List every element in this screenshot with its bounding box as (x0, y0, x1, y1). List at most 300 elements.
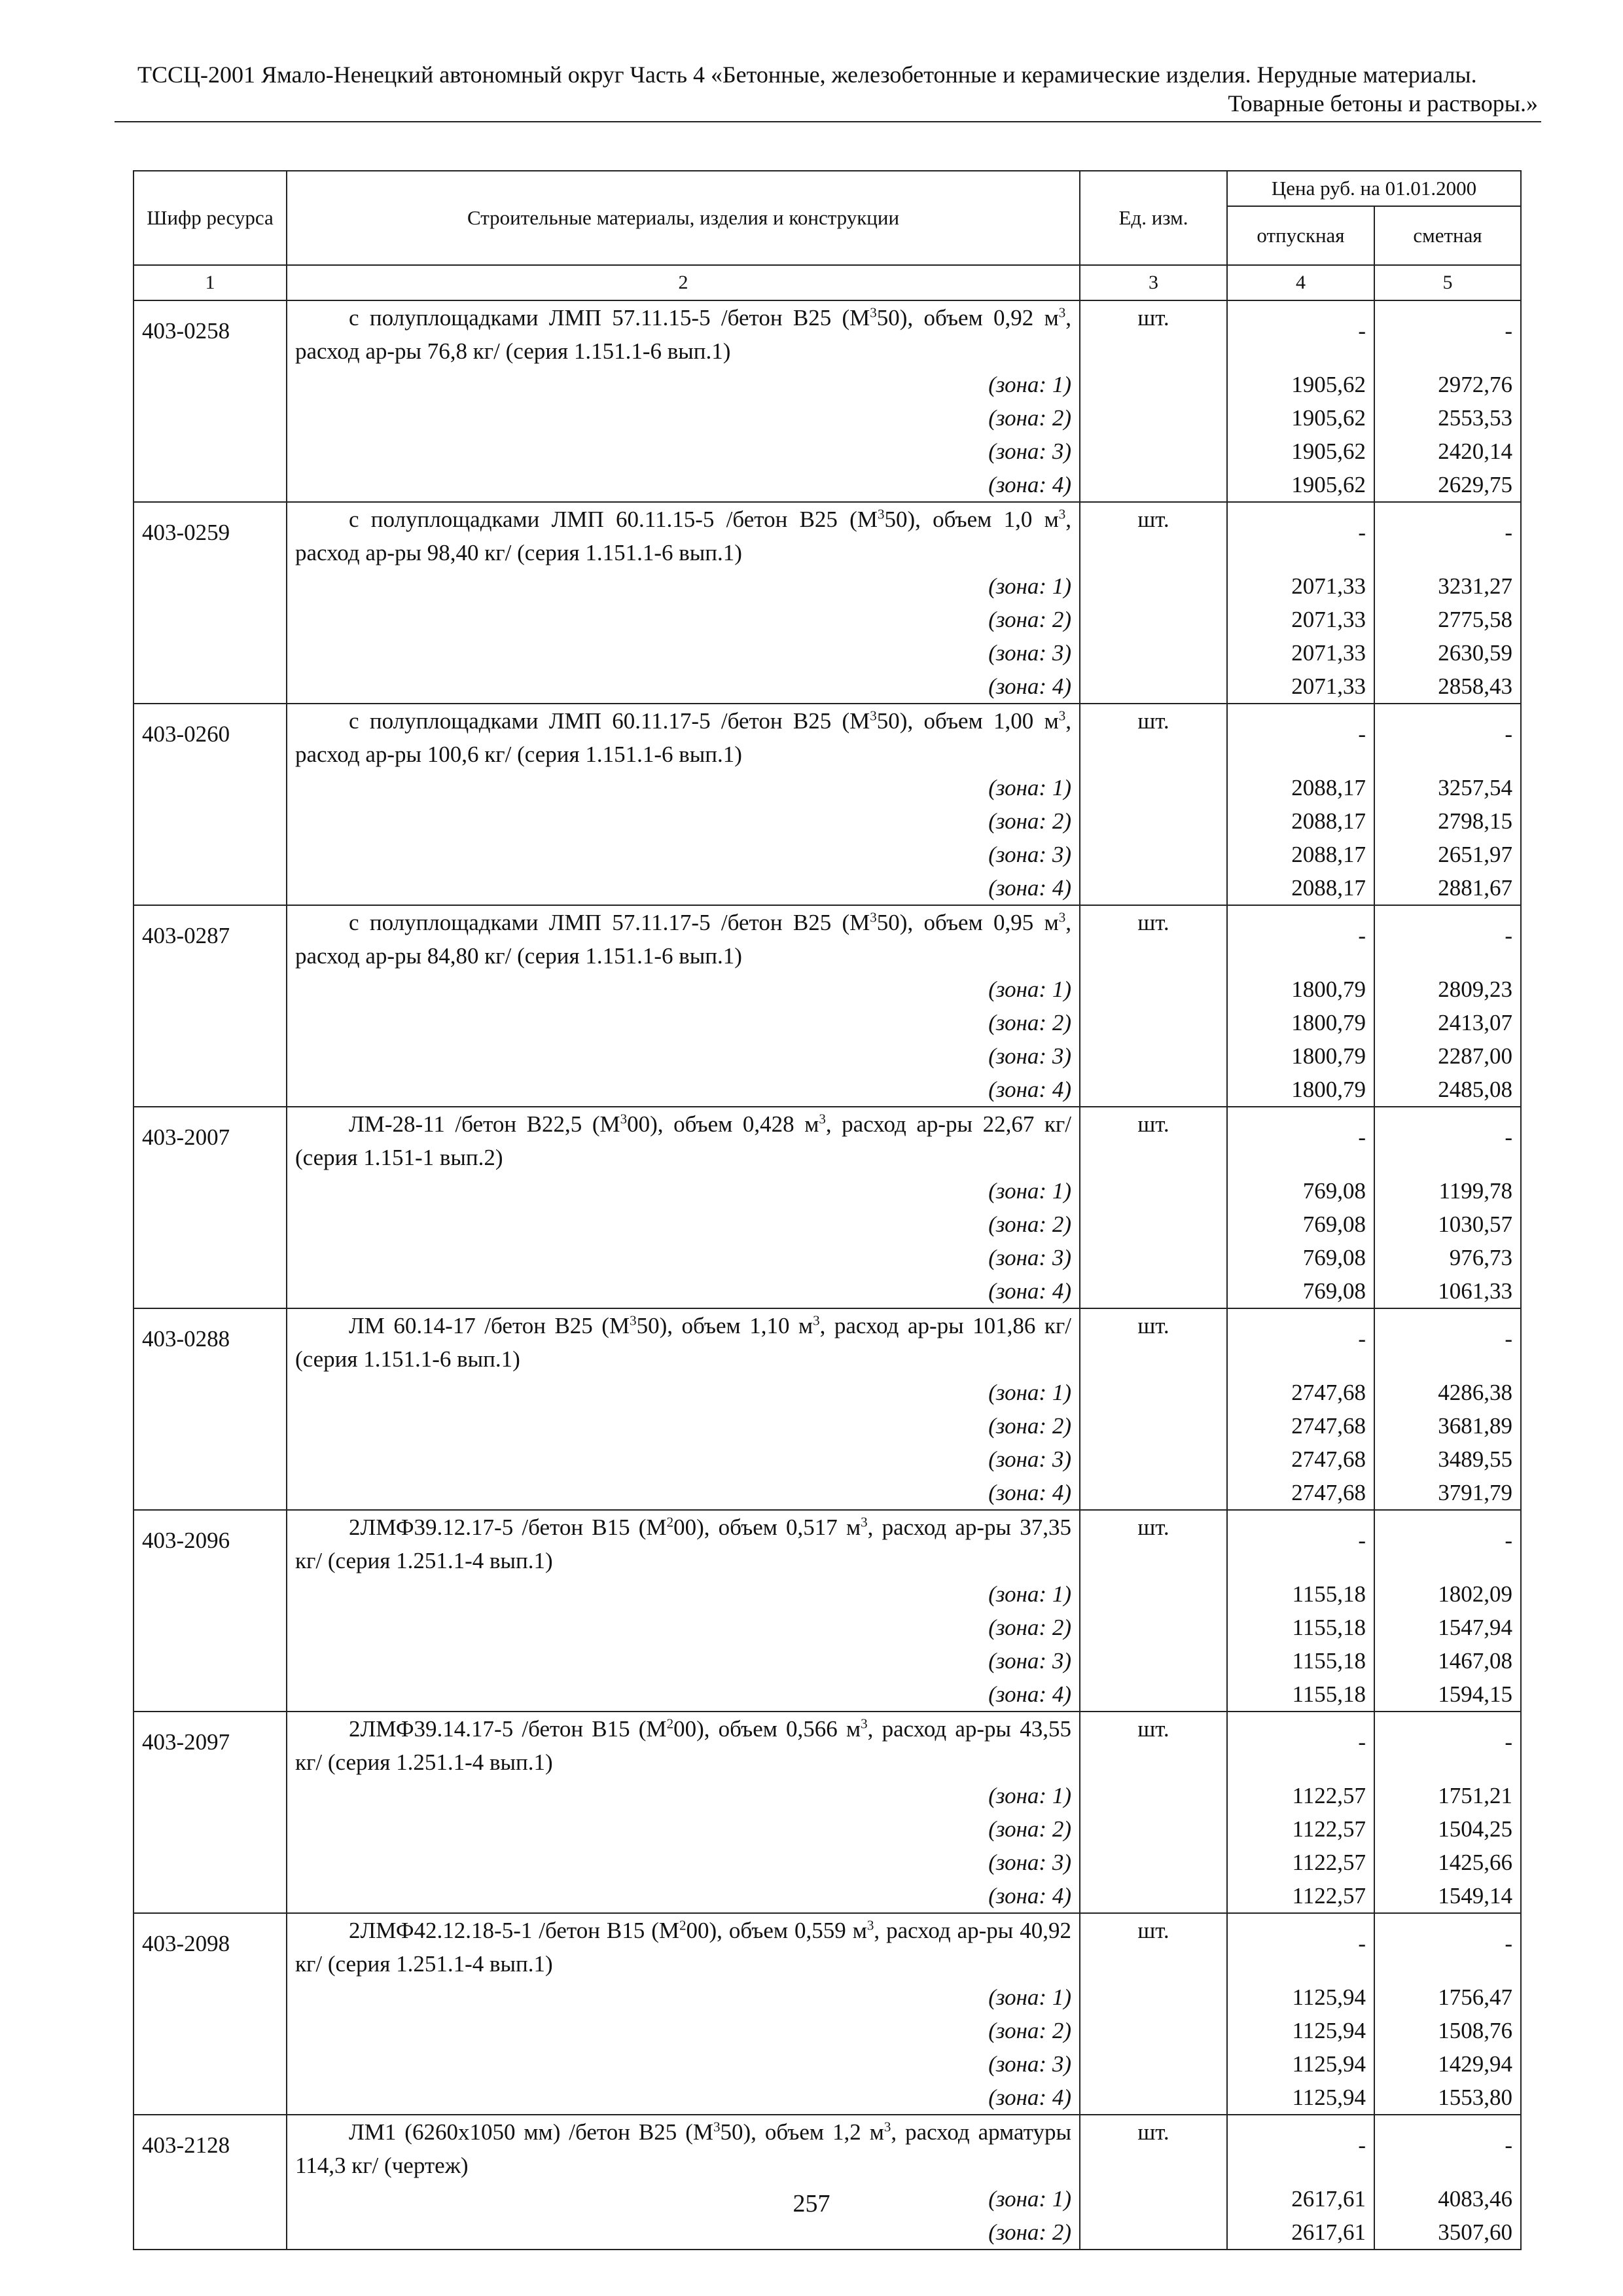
empty-cell (1080, 1677, 1227, 1712)
zone-label: (зона: 2) (287, 2215, 1080, 2250)
empty-cell (1080, 1443, 1227, 1476)
zone-label: (зона: 3) (287, 1241, 1080, 1274)
empty-cell (1080, 871, 1227, 905)
estimate-price: - (1374, 502, 1521, 569)
zone-label: (зона: 1) (287, 368, 1080, 401)
empty-cell (134, 1174, 287, 1208)
release-price: - (1227, 1308, 1374, 1376)
zone-row (134, 1779, 1521, 1812)
empty-cell (134, 368, 287, 401)
resource-code: 403-2007 (134, 1107, 287, 1174)
zone-estimate-price: 4286,38 (1374, 1376, 1521, 1409)
resource-code: 403-2097 (134, 1712, 287, 1779)
empty-cell (1080, 1577, 1227, 1611)
price-table (133, 170, 1522, 2250)
empty-cell (134, 569, 287, 603)
zone-label: (зона: 3) (287, 435, 1080, 468)
estimate-price: - (1374, 1510, 1521, 1577)
zone-estimate-price: 1751,21 (1374, 1779, 1521, 1812)
zone-estimate-price: 2420,14 (1374, 435, 1521, 468)
zone-estimate-price: 3681,89 (1374, 1409, 1521, 1443)
zone-estimate-price: 2881,67 (1374, 871, 1521, 905)
zone-estimate-price: 1061,33 (1374, 1274, 1521, 1308)
zone-row (134, 2081, 1521, 2115)
header-line-2: Товарные бетоны и растворы.» (1228, 90, 1538, 117)
zone-estimate-price: 2630,59 (1374, 636, 1521, 670)
empty-cell (1080, 973, 1227, 1006)
empty-cell (1080, 1006, 1227, 1039)
table-row (134, 905, 1521, 973)
zone-label: (зона: 1) (287, 1174, 1080, 1208)
empty-cell (1080, 401, 1227, 435)
table-row (134, 502, 1521, 569)
unit-cell: шт. (1080, 300, 1227, 368)
zone-estimate-price: 2775,58 (1374, 603, 1521, 636)
zone-estimate-price: 1467,08 (1374, 1644, 1521, 1677)
col-number: 3 (1080, 265, 1227, 300)
zone-label: (зона: 4) (287, 468, 1080, 502)
zone-label: (зона: 2) (287, 1208, 1080, 1241)
zone-row (134, 1274, 1521, 1308)
zone-row (134, 435, 1521, 468)
zone-release-price: 1155,18 (1227, 1644, 1374, 1677)
zone-row (134, 838, 1521, 871)
empty-cell (134, 1443, 287, 1476)
zone-release-price: 2071,33 (1227, 603, 1374, 636)
material-name (287, 1913, 1080, 1981)
zone-estimate-price: 2651,97 (1374, 838, 1521, 871)
zone-label: (зона: 1) (287, 1779, 1080, 1812)
estimate-price: - (1374, 1712, 1521, 1779)
col-estimate-header: сметная (1374, 206, 1521, 265)
empty-cell (1080, 569, 1227, 603)
col-price-header: Цена руб. на 01.01.2000 (1227, 171, 1521, 206)
zone-row (134, 1443, 1521, 1476)
zone-estimate-price: 1508,76 (1374, 2014, 1521, 2047)
zone-release-price: 1122,57 (1227, 1879, 1374, 1913)
zone-estimate-price: 4083,46 (1374, 2182, 1521, 2215)
zone-release-price: 2071,33 (1227, 569, 1374, 603)
empty-cell (134, 871, 287, 905)
empty-cell (1080, 1846, 1227, 1879)
zone-release-price: 1122,57 (1227, 1812, 1374, 1846)
material-name (287, 1308, 1080, 1376)
empty-cell (1080, 1039, 1227, 1073)
zone-release-price: 2617,61 (1227, 2182, 1374, 2215)
unit-cell: шт. (1080, 704, 1227, 771)
resource-code: 403-0287 (134, 905, 287, 973)
estimate-price: - (1374, 905, 1521, 973)
estimate-price: - (1374, 300, 1521, 368)
zone-label: (зона: 2) (287, 401, 1080, 435)
empty-cell (1080, 1208, 1227, 1241)
table-row (134, 1308, 1521, 1376)
zone-release-price: 1125,94 (1227, 2047, 1374, 2081)
zone-row (134, 771, 1521, 804)
zone-estimate-price: 1199,78 (1374, 1174, 1521, 1208)
zone-estimate-price: 1594,15 (1374, 1677, 1521, 1712)
empty-cell (1080, 435, 1227, 468)
empty-cell (1080, 2081, 1227, 2115)
col-unit-header: Ед. изм. (1080, 171, 1227, 265)
unit-cell: шт. (1080, 1913, 1227, 1981)
zone-estimate-price: 1549,14 (1374, 1879, 1521, 1913)
zone-release-price: 2088,17 (1227, 871, 1374, 905)
material-name-text: ЛМ1 (6260х1050 мм) /бетон В25 $(М^350)$, объем 1,2 $м^3$, расход арматуры 114,3 кг/ (чертеж) (295, 2119, 1071, 2178)
empty-cell (134, 2014, 287, 2047)
zone-row (134, 1376, 1521, 1409)
zone-estimate-price: 2485,08 (1374, 1073, 1521, 1107)
empty-cell (1080, 1409, 1227, 1443)
zone-row (134, 1577, 1521, 1611)
zone-row (134, 2215, 1521, 2250)
empty-cell (134, 1677, 287, 1712)
zone-estimate-price: 1547,94 (1374, 1611, 1521, 1644)
zone-label: (зона: 3) (287, 838, 1080, 871)
zone-release-price: 1125,94 (1227, 2014, 1374, 2047)
empty-cell (1080, 2014, 1227, 2047)
table-row (134, 2115, 1521, 2182)
release-price: - (1227, 1107, 1374, 1174)
resource-code: 403-0288 (134, 1308, 287, 1376)
zone-release-price: 1155,18 (1227, 1577, 1374, 1611)
resource-code: 403-0259 (134, 502, 287, 569)
empty-cell (134, 1208, 287, 1241)
zone-release-price: 1125,94 (1227, 1981, 1374, 2014)
zone-estimate-price: 2858,43 (1374, 670, 1521, 704)
zone-label: (зона: 1) (287, 1376, 1080, 1409)
resource-code: 403-2096 (134, 1510, 287, 1577)
zone-label: (зона: 4) (287, 1476, 1080, 1510)
resource-code: 403-0260 (134, 704, 287, 771)
zone-release-price: 769,08 (1227, 1241, 1374, 1274)
material-name-text: с полуплощадками ЛМП 60.11.17-5 /бетон В25 $(М^350)$, объем 1,00 $м^3$, расход ар-ры 100,6 кг/ (серия 1.151.1-6 вып.1) (295, 708, 1071, 767)
empty-cell (134, 435, 287, 468)
col-number: 2 (287, 265, 1080, 300)
zone-estimate-price: 1030,57 (1374, 1208, 1521, 1241)
zone-release-price: 769,08 (1227, 1274, 1374, 1308)
zone-label: (зона: 4) (287, 1879, 1080, 1913)
zone-release-price: 1905,62 (1227, 468, 1374, 502)
zone-release-price: 1155,18 (1227, 1677, 1374, 1712)
zone-label: (зона: 2) (287, 1812, 1080, 1846)
empty-cell (1080, 1476, 1227, 1510)
zone-row (134, 1241, 1521, 1274)
zone-label: (зона: 3) (287, 636, 1080, 670)
table-body (134, 300, 1521, 2250)
zone-release-price: 2747,68 (1227, 1476, 1374, 1510)
empty-cell (1080, 1241, 1227, 1274)
empty-cell (134, 2215, 287, 2250)
resource-code: 403-0258 (134, 300, 287, 368)
material-name-text: 2ЛМФ42.12.18-5-1 /бетон В15 $(М^200)$, объем 0,559 $м^3$, расход ар-ры 40,92 кг/ (серия 1.251.1-4 вып.1) (295, 1917, 1071, 1977)
empty-cell (1080, 368, 1227, 401)
zone-row (134, 1006, 1521, 1039)
empty-cell (1080, 1779, 1227, 1812)
page-header (115, 60, 1538, 118)
resource-code: 403-2128 (134, 2115, 287, 2182)
zone-release-price: 1125,94 (1227, 2081, 1374, 2115)
material-name (287, 502, 1080, 569)
material-name (287, 1107, 1080, 1174)
zone-label: (зона: 3) (287, 2047, 1080, 2081)
zone-release-price: 2088,17 (1227, 838, 1374, 871)
material-name (287, 905, 1080, 973)
empty-cell (134, 2081, 287, 2115)
estimate-price: - (1374, 1308, 1521, 1376)
zone-estimate-price: 2972,76 (1374, 368, 1521, 401)
zone-row (134, 1476, 1521, 1510)
empty-cell (134, 1577, 287, 1611)
zone-label: (зона: 2) (287, 804, 1080, 838)
zone-label: (зона: 2) (287, 2014, 1080, 2047)
zone-row (134, 1846, 1521, 1879)
empty-cell (1080, 771, 1227, 804)
zone-release-price: 1905,62 (1227, 401, 1374, 435)
empty-cell (1080, 1376, 1227, 1409)
estimate-price: - (1374, 1913, 1521, 1981)
zone-label: (зона: 3) (287, 1039, 1080, 1073)
zone-release-price: 1122,57 (1227, 1846, 1374, 1879)
release-price: - (1227, 1510, 1374, 1577)
zone-label: (зона: 1) (287, 569, 1080, 603)
empty-cell (134, 1812, 287, 1846)
zone-label: (зона: 4) (287, 2081, 1080, 2115)
unit-cell: шт. (1080, 502, 1227, 569)
zone-release-price: 2617,61 (1227, 2215, 1374, 2250)
zone-row (134, 1174, 1521, 1208)
zone-estimate-price: 3257,54 (1374, 771, 1521, 804)
header-line-1: ТССЦ-2001 Ямало-Ненецкий автономный округ Часть 4 «Бетонные, железобетонные и керамические изделия. Нерудные материалы. (137, 62, 1477, 88)
unit-cell: шт. (1080, 1712, 1227, 1779)
col-release-header: отпускная (1227, 206, 1374, 265)
table-row (134, 1510, 1521, 1577)
table-row (134, 1913, 1521, 1981)
unit-cell: шт. (1080, 1107, 1227, 1174)
material-name-text: ЛМ 60.14-17 /бетон В25 $(М^350)$, объем 1,10 $м^3$, расход ар-ры 101,86 кг/ (серия 1.151.1-6 вып.1) (295, 1312, 1071, 1372)
zone-estimate-price: 1429,94 (1374, 2047, 1521, 2081)
zone-row (134, 603, 1521, 636)
table-row (134, 704, 1521, 771)
empty-cell (1080, 1644, 1227, 1677)
empty-cell (134, 468, 287, 502)
material-name (287, 1510, 1080, 1577)
empty-cell (134, 603, 287, 636)
zone-row (134, 1879, 1521, 1913)
zone-row (134, 871, 1521, 905)
zone-release-price: 1905,62 (1227, 368, 1374, 401)
empty-cell (1080, 838, 1227, 871)
release-price: - (1227, 300, 1374, 368)
empty-cell (134, 1476, 287, 1510)
unit-cell: шт. (1080, 1510, 1227, 1577)
zone-release-price: 1800,79 (1227, 1073, 1374, 1107)
empty-cell (1080, 2047, 1227, 2081)
zone-label: (зона: 1) (287, 973, 1080, 1006)
zone-row (134, 1073, 1521, 1107)
zone-label: (зона: 1) (287, 771, 1080, 804)
zone-row (134, 804, 1521, 838)
release-price: - (1227, 1712, 1374, 1779)
zone-release-price: 1800,79 (1227, 1006, 1374, 1039)
empty-cell (134, 1779, 287, 1812)
zone-label: (зона: 4) (287, 1677, 1080, 1712)
empty-cell (1080, 1073, 1227, 1107)
empty-cell (134, 1611, 287, 1644)
zone-release-price: 1800,79 (1227, 973, 1374, 1006)
zone-row (134, 636, 1521, 670)
zone-label: (зона: 4) (287, 670, 1080, 704)
zone-label: (зона: 4) (287, 1073, 1080, 1107)
empty-cell (134, 1981, 287, 2014)
zone-row (134, 1677, 1521, 1712)
zone-row (134, 368, 1521, 401)
estimate-price: - (1374, 2115, 1521, 2182)
zone-label: (зона: 3) (287, 1644, 1080, 1677)
empty-cell (1080, 1879, 1227, 1913)
zone-label: (зона: 4) (287, 871, 1080, 905)
zone-row (134, 401, 1521, 435)
empty-cell (134, 1039, 287, 1073)
zone-row (134, 468, 1521, 502)
zone-estimate-price: 976,73 (1374, 1241, 1521, 1274)
zone-estimate-price: 2413,07 (1374, 1006, 1521, 1039)
empty-cell (134, 401, 287, 435)
zone-row (134, 973, 1521, 1006)
empty-cell (1080, 636, 1227, 670)
zone-release-price: 2747,68 (1227, 1409, 1374, 1443)
zone-label: (зона: 2) (287, 1611, 1080, 1644)
zone-row (134, 1644, 1521, 1677)
material-name (287, 704, 1080, 771)
zone-label: (зона: 3) (287, 1443, 1080, 1476)
resource-code: 403-2098 (134, 1913, 287, 1981)
zone-row (134, 2047, 1521, 2081)
empty-cell (134, 1376, 287, 1409)
zone-row (134, 2014, 1521, 2047)
material-name-text: 2ЛМФ39.14.17-5 /бетон В15 $(М^200)$, объем 0,566 $м^3$, расход ар-ры 43,55 кг/ (серия 1.251.1-4 вып.1) (295, 1715, 1071, 1775)
empty-cell (134, 1846, 287, 1879)
empty-cell (134, 1879, 287, 1913)
zone-release-price: 2747,68 (1227, 1443, 1374, 1476)
unit-cell: шт. (1080, 1308, 1227, 1376)
material-name-text: с полуплощадками ЛМП 57.11.15-5 /бетон В25 $(М^350)$, объем 0,92 $м^3$, расход ар-ры 76,8 кг/ (серия 1.151.1-6 вып.1) (295, 304, 1071, 364)
empty-cell (1080, 1812, 1227, 1846)
zone-release-price: 1905,62 (1227, 435, 1374, 468)
empty-cell (134, 1409, 287, 1443)
zone-release-price: 2088,17 (1227, 804, 1374, 838)
release-price: - (1227, 1913, 1374, 1981)
zone-label: (зона: 3) (287, 1846, 1080, 1879)
empty-cell (134, 2047, 287, 2081)
empty-cell (1080, 468, 1227, 502)
zone-row (134, 569, 1521, 603)
material-name-text: с полуплощадками ЛМП 60.11.15-5 /бетон В25 $(М^350)$, объем 1,0 $м^3$, расход ар-ры 98,40 кг/ (серия 1.151.1-6 вып.1) (295, 506, 1071, 565)
col-name-header: Строительные материалы, изделия и конструкции (287, 171, 1080, 265)
release-price: - (1227, 905, 1374, 973)
col-number: 1 (134, 265, 287, 300)
empty-cell (134, 771, 287, 804)
zone-row (134, 1208, 1521, 1241)
zone-estimate-price: 3489,55 (1374, 1443, 1521, 1476)
empty-cell (134, 1006, 287, 1039)
zone-row (134, 1409, 1521, 1443)
zone-release-price: 2747,68 (1227, 1376, 1374, 1409)
zone-estimate-price: 3791,79 (1374, 1476, 1521, 1510)
empty-cell (134, 1644, 287, 1677)
material-name (287, 300, 1080, 368)
zone-row (134, 1812, 1521, 1846)
material-name (287, 1712, 1080, 1779)
zone-release-price: 1122,57 (1227, 1779, 1374, 1812)
unit-cell: шт. (1080, 905, 1227, 973)
estimate-price: - (1374, 1107, 1521, 1174)
empty-cell (134, 1241, 287, 1274)
material-name-text: с полуплощадками ЛМП 57.11.17-5 /бетон В25 $(М^350)$, объем 0,95 $м^3$, расход ар-ры 84,80 кг/ (серия 1.151.1-6 вып.1) (295, 909, 1071, 969)
material-name (287, 2115, 1080, 2182)
header-rule (115, 121, 1541, 122)
empty-cell (1080, 1611, 1227, 1644)
unit-cell: шт. (1080, 2115, 1227, 2182)
zone-label: (зона: 1) (287, 1981, 1080, 2014)
material-name-text: 2ЛМФ39.12.17-5 /бетон В15 $(М^200)$, объем 0,517 $м^3$, расход ар-ры 37,35 кг/ (серия 1.251.1-4 вып.1) (295, 1514, 1071, 1573)
release-price: - (1227, 502, 1374, 569)
zone-estimate-price: 3231,27 (1374, 569, 1521, 603)
empty-cell (1080, 670, 1227, 704)
empty-cell (134, 670, 287, 704)
empty-cell (1080, 804, 1227, 838)
zone-estimate-price: 2809,23 (1374, 973, 1521, 1006)
table-row (134, 300, 1521, 368)
empty-cell (134, 1073, 287, 1107)
zone-release-price: 769,08 (1227, 1208, 1374, 1241)
release-price: - (1227, 2115, 1374, 2182)
col-number: 5 (1374, 265, 1521, 300)
empty-cell (134, 636, 287, 670)
col-number: 4 (1227, 265, 1374, 300)
zone-release-price: 769,08 (1227, 1174, 1374, 1208)
zone-row (134, 1039, 1521, 1073)
release-price: - (1227, 704, 1374, 771)
empty-cell (134, 1274, 287, 1308)
zone-release-price: 1800,79 (1227, 1039, 1374, 1073)
zone-label: (зона: 2) (287, 1006, 1080, 1039)
col-code-header: Шифр ресурса (134, 171, 287, 265)
estimate-price: - (1374, 704, 1521, 771)
empty-cell (1080, 603, 1227, 636)
zone-label: (зона: 2) (287, 603, 1080, 636)
zone-estimate-price: 2553,53 (1374, 401, 1521, 435)
empty-cell (1080, 1274, 1227, 1308)
zone-release-price: 2071,33 (1227, 670, 1374, 704)
table-row (134, 1712, 1521, 1779)
zone-estimate-price: 1802,09 (1374, 1577, 1521, 1611)
zone-estimate-price: 1504,25 (1374, 1812, 1521, 1846)
table-row (134, 1107, 1521, 1174)
zone-estimate-price: 2287,00 (1374, 1039, 1521, 1073)
empty-cell (1080, 2215, 1227, 2250)
zone-label: (зона: 2) (287, 1409, 1080, 1443)
zone-estimate-price: 1756,47 (1374, 1981, 1521, 2014)
material-name-text: ЛМ-28-11 /бетон В22,5 $(М^300)$, объем 0,428 $м^3$, расход ар-ры 22,67 кг/ (серия 1.151-1 вып.2) (295, 1111, 1071, 1170)
page-number: 257 (793, 2190, 830, 2217)
zone-label: (зона: 1) (287, 1577, 1080, 1611)
zone-row (134, 1981, 1521, 2014)
zone-estimate-price: 2798,15 (1374, 804, 1521, 838)
empty-cell (134, 804, 287, 838)
zone-release-price: 1155,18 (1227, 1611, 1374, 1644)
zone-estimate-price: 2629,75 (1374, 468, 1521, 502)
